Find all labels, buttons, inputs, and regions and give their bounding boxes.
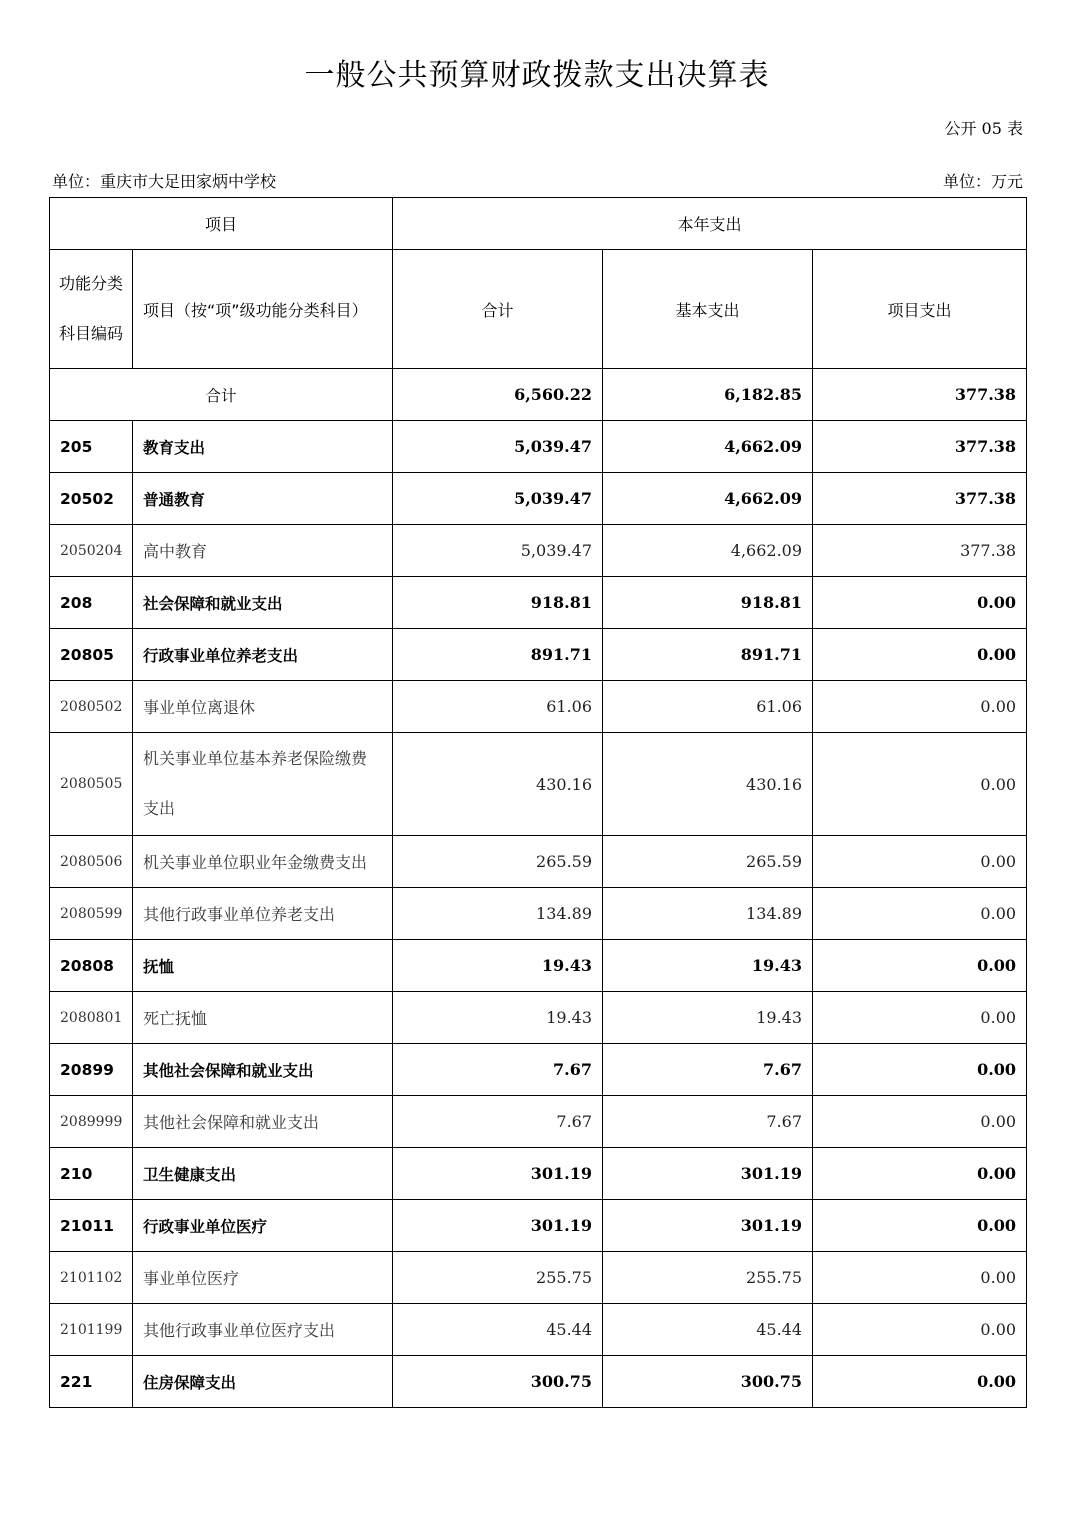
row-name: 其他行政事业单位养老支出 <box>133 888 393 940</box>
table-row <box>50 577 1027 629</box>
row-name: 死亡抚恤 <box>133 992 393 1044</box>
header-basic: 基本支出 <box>603 250 813 369</box>
table-row <box>50 1304 1027 1356</box>
row-code: 2080502 <box>50 681 133 733</box>
row-project: 377.38 <box>813 421 1027 473</box>
table-row <box>50 733 1027 836</box>
row-total: 430.16 <box>393 733 603 836</box>
row-code: 2101102 <box>50 1252 133 1304</box>
row-project: 0.00 <box>813 1096 1027 1148</box>
row-name: 行政事业单位养老支出 <box>133 629 393 681</box>
row-name: 抚恤 <box>133 940 393 992</box>
row-total: 19.43 <box>393 940 603 992</box>
row-basic: 19.43 <box>603 992 813 1044</box>
row-name: 行政事业单位医疗 <box>133 1200 393 1252</box>
table-row <box>50 992 1027 1044</box>
row-name: 机关事业单位职业年金缴费支出 <box>133 836 393 888</box>
row-code: 2101199 <box>50 1304 133 1356</box>
row-code: 2050204 <box>50 525 133 577</box>
table-row <box>50 1200 1027 1252</box>
table-row <box>50 473 1027 525</box>
row-code: 2080801 <box>50 992 133 1044</box>
row-project: 0.00 <box>813 629 1027 681</box>
total-row <box>50 369 1027 421</box>
row-project: 0.00 <box>813 836 1027 888</box>
header-row-1 <box>50 198 1027 250</box>
row-code: 21011 <box>50 1200 133 1252</box>
row-total: 61.06 <box>393 681 603 733</box>
row-project: 0.00 <box>813 577 1027 629</box>
row-basic: 918.81 <box>603 577 813 629</box>
row-basic: 301.19 <box>603 1148 813 1200</box>
table-row <box>50 836 1027 888</box>
row-project: 0.00 <box>813 992 1027 1044</box>
row-code: 208 <box>50 577 133 629</box>
row-code: 20805 <box>50 629 133 681</box>
table-row <box>50 1044 1027 1096</box>
row-project: 377.38 <box>813 473 1027 525</box>
row-basic: 4,662.09 <box>603 473 813 525</box>
row-name: 社会保障和就业支出 <box>133 577 393 629</box>
row-name: 卫生健康支出 <box>133 1148 393 1200</box>
row-basic: 300.75 <box>603 1356 813 1408</box>
row-total: 918.81 <box>393 577 603 629</box>
row-code: 2089999 <box>50 1096 133 1148</box>
row-total: 19.43 <box>393 992 603 1044</box>
row-total: 5,039.47 <box>393 525 603 577</box>
row-name: 普通教育 <box>133 473 393 525</box>
total-label: 合计 <box>50 369 393 421</box>
row-project: 0.00 <box>813 1200 1027 1252</box>
row-total: 300.75 <box>393 1356 603 1408</box>
row-code: 20502 <box>50 473 133 525</box>
row-basic: 255.75 <box>603 1252 813 1304</box>
unit-currency: 单位：万元 <box>942 172 1023 191</box>
total-basic: 6,182.85 <box>603 369 813 421</box>
row-project: 0.00 <box>813 733 1027 836</box>
row-basic: 301.19 <box>603 1200 813 1252</box>
table-row <box>50 525 1027 577</box>
header-total: 合计 <box>393 250 603 369</box>
row-name: 其他行政事业单位医疗支出 <box>133 1304 393 1356</box>
row-total: 7.67 <box>393 1096 603 1148</box>
row-name: 其他社会保障和就业支出 <box>133 1096 393 1148</box>
row-code: 2080599 <box>50 888 133 940</box>
row-total: 5,039.47 <box>393 473 603 525</box>
row-code: 2080506 <box>50 836 133 888</box>
table-row <box>50 681 1027 733</box>
row-total: 891.71 <box>393 629 603 681</box>
row-total: 255.75 <box>393 1252 603 1304</box>
row-code: 221 <box>50 1356 133 1408</box>
row-name: 高中教育 <box>133 525 393 577</box>
header-name: 项目（按“项”级功能分类科目） <box>133 250 393 369</box>
total-project: 377.38 <box>813 369 1027 421</box>
row-name: 事业单位医疗 <box>133 1252 393 1304</box>
page-title: 一般公共预算财政拨款支出决算表 <box>304 58 770 93</box>
row-basic: 7.67 <box>603 1096 813 1148</box>
expenditure-table <box>49 197 1027 1408</box>
row-code: 205 <box>50 421 133 473</box>
row-project: 0.00 <box>813 1356 1027 1408</box>
row-total: 7.67 <box>393 1044 603 1096</box>
table-row <box>50 1356 1027 1408</box>
row-project: 377.38 <box>813 525 1027 577</box>
table-row <box>50 888 1027 940</box>
total-total: 6,560.22 <box>393 369 603 421</box>
row-total: 45.44 <box>393 1304 603 1356</box>
row-basic: 45.44 <box>603 1304 813 1356</box>
row-project: 0.00 <box>813 888 1027 940</box>
header-row-2 <box>50 250 1027 369</box>
row-total: 301.19 <box>393 1200 603 1252</box>
row-project: 0.00 <box>813 1252 1027 1304</box>
row-total: 265.59 <box>393 836 603 888</box>
row-code: 20899 <box>50 1044 133 1096</box>
row-total: 301.19 <box>393 1148 603 1200</box>
row-code: 2080505 <box>50 733 133 836</box>
row-code: 210 <box>50 1148 133 1200</box>
header-code: 功能分类科目编码 <box>50 250 133 369</box>
row-total: 134.89 <box>393 888 603 940</box>
table-row <box>50 1148 1027 1200</box>
row-name: 住房保障支出 <box>133 1356 393 1408</box>
row-basic: 61.06 <box>603 681 813 733</box>
row-basic: 19.43 <box>603 940 813 992</box>
row-project: 0.00 <box>813 1304 1027 1356</box>
row-name: 教育支出 <box>133 421 393 473</box>
row-name: 机关事业单位基本养老保险缴费支出 <box>133 733 393 836</box>
row-project: 0.00 <box>813 1044 1027 1096</box>
header-item: 项目 <box>50 198 393 250</box>
row-basic: 430.16 <box>603 733 813 836</box>
row-basic: 265.59 <box>603 836 813 888</box>
row-basic: 4,662.09 <box>603 525 813 577</box>
row-basic: 7.67 <box>603 1044 813 1096</box>
table-row <box>50 1252 1027 1304</box>
table-row <box>50 940 1027 992</box>
form-number: 公开 05 表 <box>944 119 1023 138</box>
row-basic: 4,662.09 <box>603 421 813 473</box>
header-project: 项目支出 <box>813 250 1027 369</box>
row-project: 0.00 <box>813 940 1027 992</box>
row-name: 其他社会保障和就业支出 <box>133 1044 393 1096</box>
row-total: 5,039.47 <box>393 421 603 473</box>
table-row <box>50 1096 1027 1148</box>
row-project: 0.00 <box>813 681 1027 733</box>
header-current-year: 本年支出 <box>393 198 1027 250</box>
table-row <box>50 421 1027 473</box>
row-basic: 134.89 <box>603 888 813 940</box>
row-basic: 891.71 <box>603 629 813 681</box>
unit-organization: 单位：重庆市大足田家炳中学校 <box>52 172 277 191</box>
row-code: 20808 <box>50 940 133 992</box>
row-name: 事业单位离退休 <box>133 681 393 733</box>
table-row <box>50 629 1027 681</box>
row-project: 0.00 <box>813 1148 1027 1200</box>
